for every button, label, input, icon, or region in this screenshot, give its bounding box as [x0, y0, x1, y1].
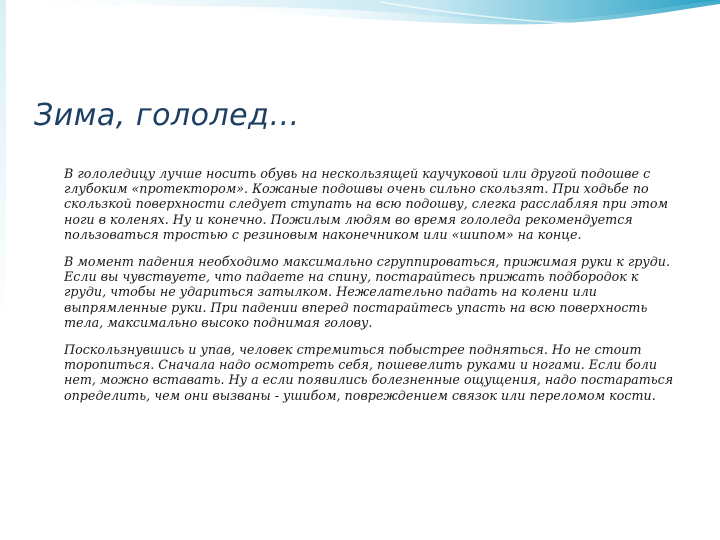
left-edge-fade	[0, 0, 6, 540]
paragraph-footwear: В гололедицу лучше носить обувь на нескользящей каучуковой или другой подошве с глубоким «протектором». Кожаные подошвы очень сильно скользят. При ходьбе по скользкой поверхности следует ступать на всю подошву, слегка расслабляя при этом ноги в коленях. Ну и конечно. Пожилым людям во время гололеда рекомендуется пользоваться тростью с резиновым наконечником или «шипом» на конце.	[64, 166, 669, 242]
slide-body	[64, 166, 684, 415]
decorative-wave-header	[0, 0, 720, 80]
paragraph-after-fall: Поскользнувшись и упав, человек стремиться побыстрее подняться. Но не стоит торопиться. Сначала надо осмотреть себя, пошевелить руками и ногами. Если боли нет, можно вставать. Ну а если появились болезненные ощущения, надо постараться определить, чем они вызваны - ушибом, повреждением связок или переломом кости.	[64, 342, 674, 403]
paragraph-falling: В момент падения необходимо максимально сгруппироваться, прижимая руки к груди. Если вы чувствуете, что падаете на спину, постарайтесь прижать подбородок к груди, чтобы не удариться затылком. Нежелательно падать на колени или выпрямленные руки. При падении вперед постарайтесь упасть на всю поверхность тела, максимально высоко поднимая голову.	[64, 254, 671, 330]
slide-title: Зима, гололед…	[34, 98, 300, 133]
